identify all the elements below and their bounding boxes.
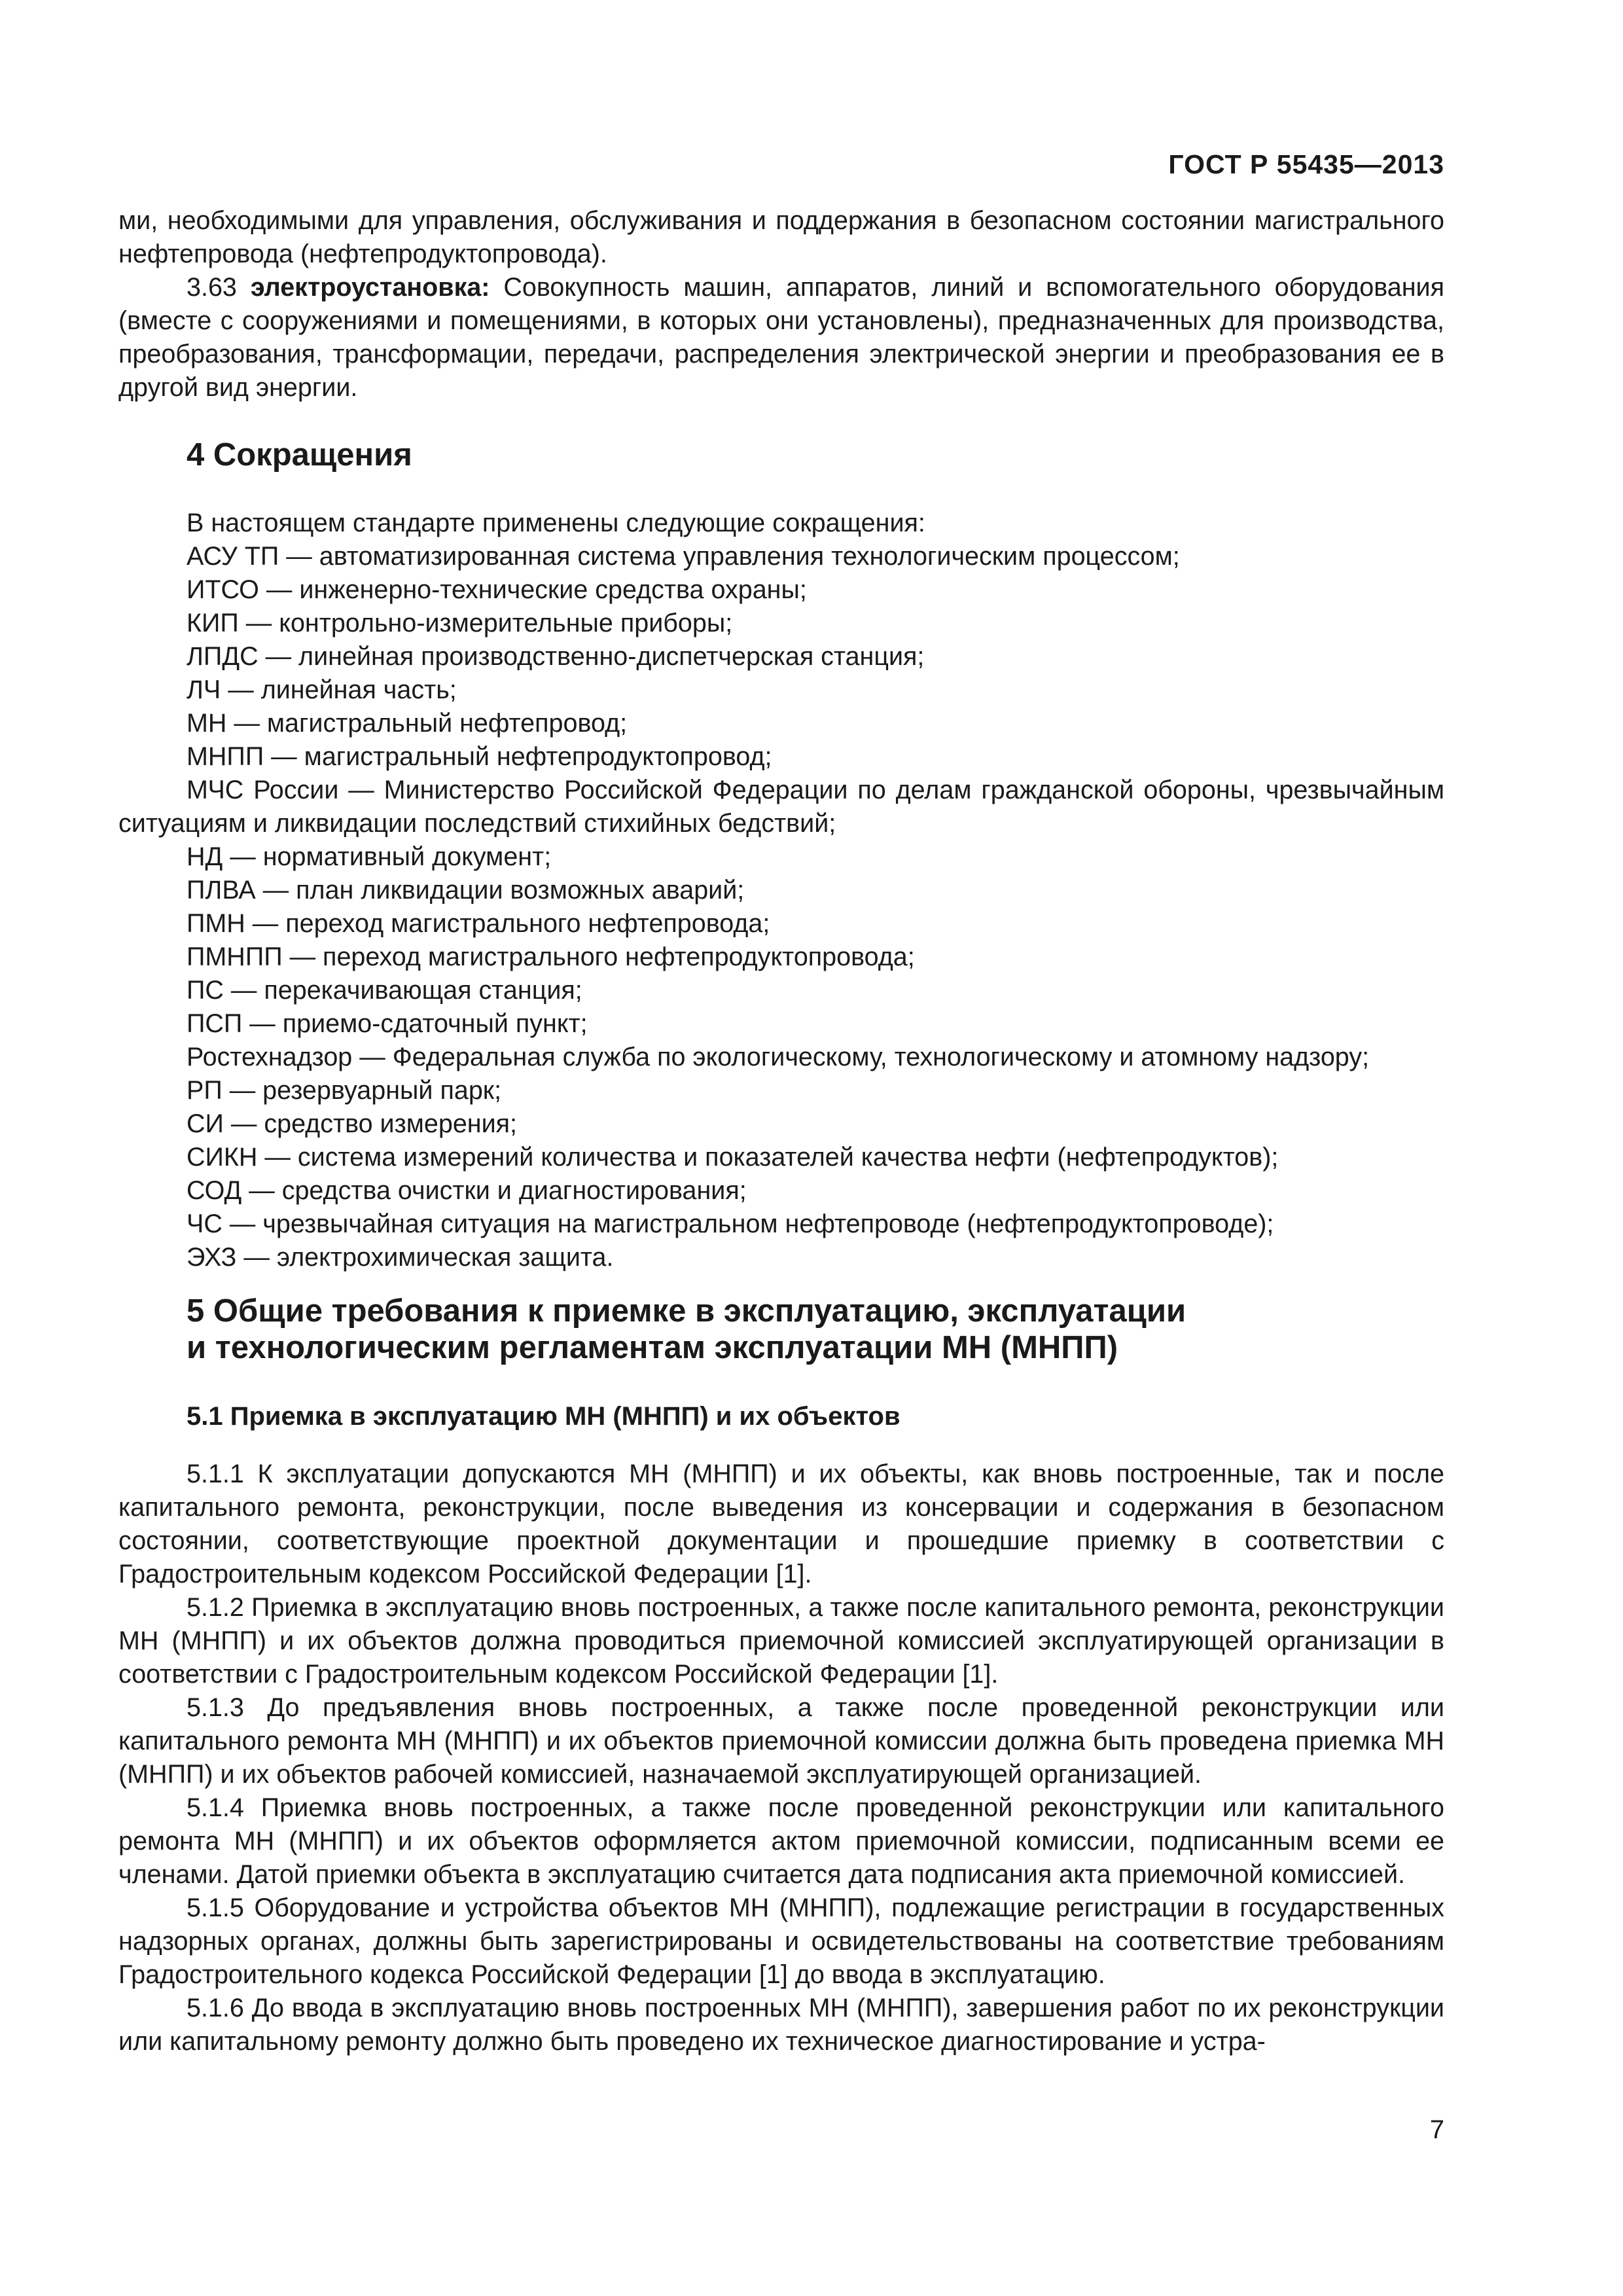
section-4-title: 4 Сокращения xyxy=(187,437,412,473)
list-item: МН — магистральный нефтепровод; xyxy=(187,709,628,738)
list-item: МЧС России — Министерство Российской Федерации по делам гражданской обороны, чрезвычайным ситуациям и ликвидации последствий стихийных бедствий; xyxy=(118,776,1444,838)
list-item: ИТСО — инженерно-технические средства охраны; xyxy=(187,575,807,604)
list-item: ЛЧ — линейная часть; xyxy=(187,675,457,704)
list-item: Ростехнадзор — Федеральная служба по экологическому, технологическому и атомному надзору; xyxy=(187,1043,1370,1071)
section-4-heading-block xyxy=(118,437,1444,473)
abbreviations-lead: В настоящем стандарте применены следующие сокращения: xyxy=(187,509,925,537)
list-item: ЧС — чрезвычайная ситуация на магистральном нефтепроводе (нефтепродуктопроводе); xyxy=(187,1210,1274,1238)
section-5-heading-block xyxy=(118,1293,1444,1366)
list-item: АСУ ТП — автоматизированная система управления технологическим процессом; xyxy=(187,542,1180,571)
list-item: ПСП — приемо-сдаточный пункт; xyxy=(187,1009,588,1038)
list-item: СИ — средство измерения; xyxy=(187,1109,518,1138)
paragraph: 5.1.1 К эксплуатации допускаются МН (МНПП) и их объекты, как вновь построенные, так и после капитального ремонта, реконструкции, после выведения из консервации и содержания в безопасном состоянии, соответствующие проектной документации и прошедшие приемку в соответствии с Градостроительным кодексом Российской Федерации [1]. xyxy=(118,1460,1444,1588)
section-5-title-line-1: 5 Общие требования к приемке в эксплуатацию, эксплуатации xyxy=(187,1293,1186,1329)
paragraph: 5.1.5 Оборудование и устройства объектов МН (МНПП), подлежащие регистрации в государственных надзорных органах, должны быть зарегистрированы и освидетельствованы на соответствие требованиям Градостроительного кодекса Российской Федерации [1] до ввода в эксплуатацию. xyxy=(118,1893,1444,1989)
list-item: ПС — перекачивающая станция; xyxy=(187,976,582,1005)
page-number: 7 xyxy=(1429,2115,1444,2144)
list-item: КИП — контрольно-измерительные приборы; xyxy=(187,609,733,637)
subsection-5-1-heading-block xyxy=(118,1400,1444,1433)
paragraph: 5.1.4 Приемка вновь построенных, а также после проведенной реконструкции или капитального ремонта МН (МНПП) и их объектов оформляется актом приемочной комиссии, подписанным всеми ее членами. Датой приемки объекта в эксплуатацию считается дата подписания акта приемочной комиссией. xyxy=(118,1793,1444,1889)
paragraph: 5.1.3 До предъявления вновь построенных, а также после проведенной реконструкции или капитального ремонта МН (МНПП) и их объектов приемочной комиссии должна быть проведена приемка МН (МНПП) и их объектов рабочей комиссией, назначаемой эксплуатирующей организацией. xyxy=(118,1693,1444,1789)
list-item: СИКН — система измерений количества и показателей качества нефти (нефтепродуктов); xyxy=(187,1143,1279,1172)
section-5-body xyxy=(118,1458,1444,2058)
list-item: ПМНПП — переход магистрального нефтепродуктопровода; xyxy=(187,942,915,971)
list-item: МНПП — магистральный нефтепродуктопровод; xyxy=(187,742,772,771)
term-number: 3.63 xyxy=(187,273,237,302)
list-item: ПЛВА — план ликвидации возможных аварий; xyxy=(187,876,745,905)
list-item: РП — резервуарный парк; xyxy=(187,1076,502,1105)
list-item: НД — нормативный документ; xyxy=(187,842,552,871)
term-name: электроустановка: xyxy=(250,273,490,302)
section-5-title-line-2: и технологическим регламентам эксплуатации МН (МНПП) xyxy=(187,1330,1118,1365)
document-id-header: ГОСТ Р 55435—2013 xyxy=(1168,149,1444,179)
list-item: СОД — средства очистки и диагностирования; xyxy=(187,1176,747,1205)
continuation-paragraph: ми, необходимыми для управления, обслуживания и поддержания в безопасном состоянии магистрального нефтепровода (нефтепродуктопровода). xyxy=(118,206,1444,268)
term-paragraph xyxy=(118,271,1444,404)
list-item: ПМН — переход магистрального нефтепровода; xyxy=(187,909,770,938)
intro-block xyxy=(118,204,1444,404)
subsection-5-1-title: 5.1 Приемка в эксплуатацию МН (МНПП) и их объектов xyxy=(187,1402,901,1431)
list-item: ЭХЗ — электрохимическая защита. xyxy=(187,1243,614,1272)
paragraph: 5.1.6 До ввода в эксплуатацию вновь построенных МН (МНПП), завершения работ по их реконструкции или капитальному ремонту должно быть проведено их техническое диагностирование и устра- xyxy=(118,1994,1444,2056)
paragraph: 5.1.2 Приемка в эксплуатацию вновь построенных, а также после капитального ремонта, реконструкции МН (МНПП) и их объектов должна проводиться приемочной комиссией эксплуатирующей организации в соответствии с Градостроительным кодексом Российской Федерации [1]. xyxy=(118,1593,1444,1689)
abbreviations-list xyxy=(118,507,1444,1274)
list-item: ЛПДС — линейная производственно-диспетчерская станция; xyxy=(187,642,925,671)
term-definition: Совокупность машин, аппаратов, линий и вспомогательного оборудования (вместе с сооружениями и помещениями, в которых они установлены), предназначенных для производства, преобразования, трансформации, передачи, распределения электрической энергии и преобразования ее в другой вид энергии. xyxy=(118,273,1444,402)
